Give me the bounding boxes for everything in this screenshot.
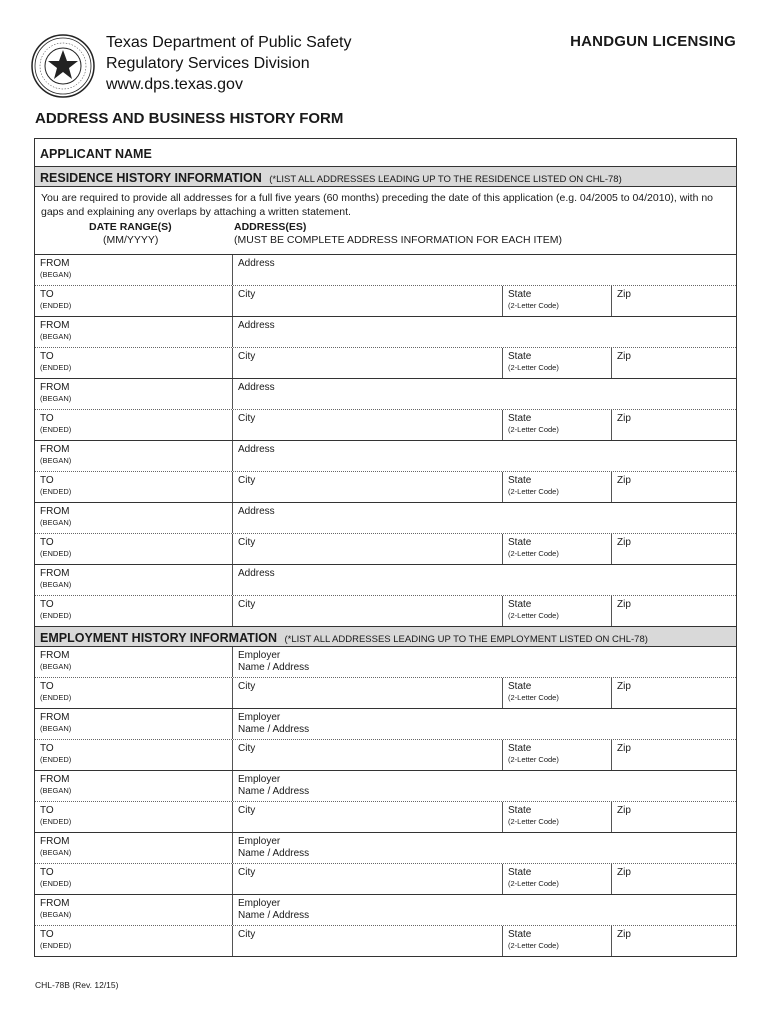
began-label: (BEGAN): [40, 662, 72, 671]
residence-from-row: [35, 503, 736, 534]
ended-label: (ENDED): [40, 611, 72, 620]
state-format-label: (2-Letter Code): [508, 693, 559, 702]
state-field[interactable]: [503, 534, 612, 564]
date-range-header: DATE RANGE(S): [89, 221, 172, 233]
began-label: (BEGAN): [40, 786, 72, 795]
state-label: State: [508, 413, 532, 424]
to-date-field[interactable]: [35, 740, 233, 770]
state-format-label: (2-Letter Code): [508, 487, 559, 496]
from-label: FROM: [40, 898, 70, 909]
state-field[interactable]: [503, 864, 612, 894]
zip-field[interactable]: [612, 286, 736, 316]
to-date-field[interactable]: [35, 802, 233, 832]
residence-to-row: [35, 472, 736, 503]
city-field[interactable]: [233, 864, 503, 894]
agency-header: [106, 32, 351, 95]
city-label: City: [238, 413, 256, 424]
zip-field[interactable]: [612, 348, 736, 378]
city-label: City: [238, 537, 256, 548]
zip-label: Zip: [617, 289, 631, 300]
employment-from-row: [35, 895, 736, 926]
to-label: TO: [40, 475, 54, 486]
residence-instructions: You are required to provide all addresses for a full five years (60 months) preceding the date of this application (e.g. 04/2005 to 04/2010), with no gaps and explaining any overlaps by attaching a written statement.: [41, 192, 714, 218]
employment-rows: [35, 647, 736, 957]
city-field[interactable]: [233, 286, 503, 316]
from-date-field[interactable]: [35, 255, 233, 285]
began-label: (BEGAN): [40, 456, 72, 465]
program-title: HANDGUN LICENSING: [570, 33, 736, 50]
residence-from-row: [35, 255, 736, 286]
zip-field[interactable]: [612, 802, 736, 832]
residence-from-row: [35, 317, 736, 348]
residence-from-row: [35, 441, 736, 472]
residence-to-row: [35, 286, 736, 317]
zip-field[interactable]: [612, 410, 736, 440]
date-format-header: (MM/YYYY): [103, 234, 159, 246]
state-field[interactable]: [503, 926, 612, 956]
form-frame: [34, 138, 737, 957]
to-date-field[interactable]: [35, 926, 233, 956]
city-label: City: [238, 805, 256, 816]
state-field[interactable]: [503, 348, 612, 378]
from-label: FROM: [40, 382, 70, 393]
ended-label: (ENDED): [40, 817, 72, 826]
state-field[interactable]: [503, 678, 612, 708]
residence-to-row: [35, 534, 736, 565]
ended-label: (ENDED): [40, 301, 72, 310]
form-number: CHL-78B (Rev. 12/15): [35, 980, 119, 990]
to-label: TO: [40, 867, 54, 878]
ended-label: (ENDED): [40, 941, 72, 950]
to-label: TO: [40, 289, 54, 300]
state-field[interactable]: [503, 286, 612, 316]
from-label: FROM: [40, 320, 70, 331]
zip-label: Zip: [617, 867, 631, 878]
address-label: Address: [238, 506, 275, 517]
from-date-field[interactable]: [35, 379, 233, 409]
address-field[interactable]: [233, 255, 736, 285]
zip-field[interactable]: [612, 534, 736, 564]
city-field[interactable]: [233, 410, 503, 440]
city-field[interactable]: [233, 348, 503, 378]
state-label: State: [508, 537, 532, 548]
city-label: City: [238, 599, 256, 610]
residence-to-row: [35, 596, 736, 627]
ended-label: (ENDED): [40, 879, 72, 888]
zip-label: Zip: [617, 743, 631, 754]
employer-label: Employer Name / Address: [238, 774, 310, 797]
from-date-field[interactable]: [35, 317, 233, 347]
state-format-label: (2-Letter Code): [508, 879, 559, 888]
to-date-field[interactable]: [35, 410, 233, 440]
began-label: (BEGAN): [40, 910, 72, 919]
state-format-label: (2-Letter Code): [508, 363, 559, 372]
residence-from-row: [35, 565, 736, 596]
from-label: FROM: [40, 650, 70, 661]
ended-label: (ENDED): [40, 363, 72, 372]
residence-column-headers: [35, 219, 736, 255]
residence-to-row: [35, 410, 736, 441]
city-label: City: [238, 867, 256, 878]
address-field[interactable]: [233, 503, 736, 533]
address-field[interactable]: [233, 379, 736, 409]
to-date-field[interactable]: [35, 472, 233, 502]
city-field[interactable]: [233, 534, 503, 564]
zip-field[interactable]: [612, 472, 736, 502]
city-field[interactable]: [233, 678, 503, 708]
state-field[interactable]: [503, 596, 612, 626]
state-field[interactable]: [503, 802, 612, 832]
employment-from-row: [35, 709, 736, 740]
to-date-field[interactable]: [35, 864, 233, 894]
residence-section-note: (*LIST ALL ADDRESSES LEADING UP TO THE RESIDENCE LISTED ON CHL-78): [269, 174, 622, 185]
from-date-field[interactable]: [35, 709, 233, 739]
residence-from-row: [35, 379, 736, 410]
state-label: State: [508, 289, 532, 300]
zip-field[interactable]: [612, 926, 736, 956]
city-label: City: [238, 351, 256, 362]
residence-section-header: [35, 167, 736, 187]
from-label: FROM: [40, 258, 70, 269]
address-label: Address: [238, 382, 275, 393]
address-label: Address: [238, 320, 275, 331]
from-label: FROM: [40, 506, 70, 517]
to-date-field[interactable]: [35, 596, 233, 626]
city-field[interactable]: [233, 926, 503, 956]
city-field[interactable]: [233, 596, 503, 626]
from-date-field[interactable]: [35, 771, 233, 801]
employment-section-title: EMPLOYMENT HISTORY INFORMATION: [40, 631, 278, 645]
began-label: (BEGAN): [40, 332, 72, 341]
employer-label: Employer Name / Address: [238, 898, 310, 921]
employment-from-row: [35, 833, 736, 864]
form-title: ADDRESS AND BUSINESS HISTORY FORM: [35, 110, 344, 127]
city-label: City: [238, 743, 256, 754]
address-header: ADDRESS(ES): [234, 221, 307, 233]
employment-to-row: [35, 802, 736, 833]
city-field[interactable]: [233, 802, 503, 832]
began-label: (BEGAN): [40, 848, 72, 857]
ended-label: (ENDED): [40, 549, 72, 558]
city-label: City: [238, 289, 256, 300]
to-label: TO: [40, 805, 54, 816]
zip-label: Zip: [617, 599, 631, 610]
employment-to-row: [35, 740, 736, 771]
applicant-name-field[interactable]: [35, 139, 736, 167]
employer-field[interactable]: [233, 833, 736, 863]
ended-label: (ENDED): [40, 425, 72, 434]
began-label: (BEGAN): [40, 270, 72, 279]
employment-section-header: [35, 627, 736, 647]
residence-to-row: [35, 348, 736, 379]
ended-label: (ENDED): [40, 693, 72, 702]
from-label: FROM: [40, 774, 70, 785]
employment-to-row: [35, 864, 736, 895]
state-format-label: (2-Letter Code): [508, 301, 559, 310]
city-field[interactable]: [233, 740, 503, 770]
state-label: State: [508, 867, 532, 878]
employment-from-row: [35, 771, 736, 802]
to-date-field[interactable]: [35, 286, 233, 316]
city-field[interactable]: [233, 472, 503, 502]
began-label: (BEGAN): [40, 394, 72, 403]
state-label: State: [508, 475, 532, 486]
to-label: TO: [40, 351, 54, 362]
zip-label: Zip: [617, 805, 631, 816]
state-label: State: [508, 929, 532, 940]
state-label: State: [508, 681, 532, 692]
address-label: Address: [238, 258, 275, 269]
to-label: TO: [40, 681, 54, 692]
employer-label: Employer Name / Address: [238, 712, 310, 735]
began-label: (BEGAN): [40, 724, 72, 733]
to-date-field[interactable]: [35, 348, 233, 378]
address-field[interactable]: [233, 317, 736, 347]
zip-field[interactable]: [612, 596, 736, 626]
from-label: FROM: [40, 568, 70, 579]
address-field[interactable]: [233, 565, 736, 595]
to-label: TO: [40, 599, 54, 610]
to-label: TO: [40, 413, 54, 424]
to-label: TO: [40, 743, 54, 754]
zip-label: Zip: [617, 681, 631, 692]
applicant-name-label: APPLICANT NAME: [40, 147, 152, 161]
began-label: (BEGAN): [40, 580, 72, 589]
state-label: State: [508, 351, 532, 362]
from-label: FROM: [40, 444, 70, 455]
employer-field[interactable]: [233, 771, 736, 801]
to-label: TO: [40, 929, 54, 940]
state-label: State: [508, 805, 532, 816]
ended-label: (ENDED): [40, 487, 72, 496]
zip-label: Zip: [617, 537, 631, 548]
from-date-field[interactable]: [35, 503, 233, 533]
state-field[interactable]: [503, 472, 612, 502]
state-label: State: [508, 599, 532, 610]
state-format-label: (2-Letter Code): [508, 549, 559, 558]
from-label: FROM: [40, 836, 70, 847]
from-label: FROM: [40, 712, 70, 723]
zip-label: Zip: [617, 351, 631, 362]
state-format-label: (2-Letter Code): [508, 755, 559, 764]
address-field[interactable]: [233, 441, 736, 471]
city-label: City: [238, 681, 256, 692]
state-label: State: [508, 743, 532, 754]
address-label: Address: [238, 444, 275, 455]
employment-section-note: (*LIST ALL ADDRESSES LEADING UP TO THE EMPLOYMENT LISTED ON CHL-78): [284, 634, 648, 645]
began-label: (BEGAN): [40, 518, 72, 527]
zip-field[interactable]: [612, 740, 736, 770]
address-label: Address: [238, 568, 275, 579]
residence-rows: [35, 255, 736, 627]
employer-label: Employer Name / Address: [238, 650, 310, 673]
employment-to-row: [35, 678, 736, 709]
employer-field[interactable]: [233, 647, 736, 677]
zip-label: Zip: [617, 929, 631, 940]
zip-label: Zip: [617, 413, 631, 424]
agency-website: www.dps.texas.gov: [106, 76, 243, 93]
city-label: City: [238, 929, 256, 940]
address-requirement-header: (MUST BE COMPLETE ADDRESS INFORMATION FOR EACH ITEM): [234, 234, 563, 246]
from-date-field[interactable]: [35, 833, 233, 863]
employer-field[interactable]: [233, 895, 736, 925]
state-field[interactable]: [503, 740, 612, 770]
state-format-label: (2-Letter Code): [508, 611, 559, 620]
from-date-field[interactable]: [35, 565, 233, 595]
zip-field[interactable]: [612, 864, 736, 894]
agency-name: Texas Department of Public Safety: [106, 34, 352, 51]
to-label: TO: [40, 537, 54, 548]
residence-section-title: RESIDENCE HISTORY INFORMATION: [40, 171, 262, 185]
state-format-label: (2-Letter Code): [508, 817, 559, 826]
from-date-field[interactable]: [35, 895, 233, 925]
state-format-label: (2-Letter Code): [508, 425, 559, 434]
zip-field[interactable]: [612, 678, 736, 708]
from-date-field[interactable]: [35, 441, 233, 471]
zip-label: Zip: [617, 475, 631, 486]
employer-label: Employer Name / Address: [238, 836, 310, 859]
employment-from-row: [35, 647, 736, 678]
to-date-field[interactable]: [35, 678, 233, 708]
state-format-label: (2-Letter Code): [508, 941, 559, 950]
ended-label: (ENDED): [40, 755, 72, 764]
employment-to-row: [35, 926, 736, 957]
texas-dps-seal-icon: [31, 34, 95, 98]
to-date-field[interactable]: [35, 534, 233, 564]
city-label: City: [238, 475, 256, 486]
state-field[interactable]: [503, 410, 612, 440]
division-name: Regulatory Services Division: [106, 55, 310, 72]
from-date-field[interactable]: [35, 647, 233, 677]
employer-field[interactable]: [233, 709, 736, 739]
